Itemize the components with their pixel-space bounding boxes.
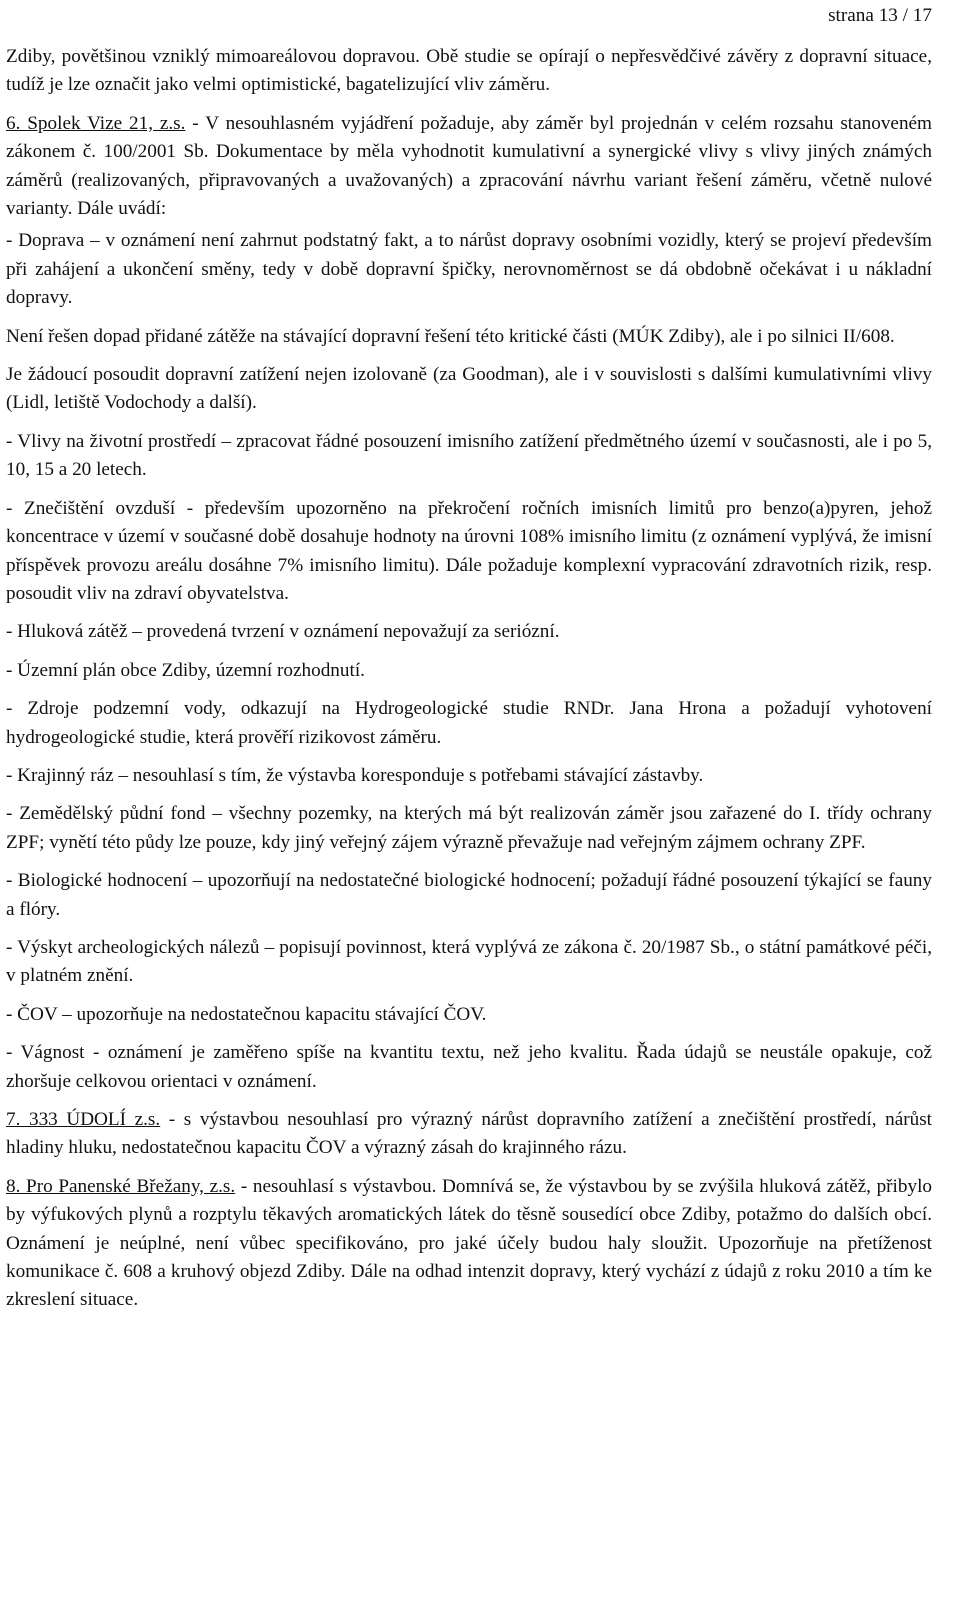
paragraph-text: - s výstavbou nesouhlasí pro výrazný nárůst dopravního zatížení a znečištění prostředí, nárůst hladiny hluku, nedostatečnou kapacitu ČOV a výrazný zásah do krajinného rázu. [6, 1109, 933, 1159]
paragraph: Není řešen dopad přidané zátěže na stávající dopravní řešení této kritické části (MÚK Zdiby), ale i po silnici II/608. [6, 325, 895, 347]
section-heading: 7. 333 ÚDOLÍ z.s. [6, 1109, 161, 1130]
paragraph: - Krajinný ráz – nesouhlasí s tím, že výstavba koresponduje s potřebami stávající zástavby. [6, 764, 704, 786]
paragraph: - Výskyt archeologických nálezů – popisují povinnost, která vyplývá ze zákona č. 20/1987 Sb., o státní památkové péči, v platném znění. [6, 936, 932, 987]
paragraph [6, 1106, 932, 1163]
paragraph: - Zdroje podzemní vody, odkazují na Hydrogeologické studie RNDr. Jana Hrona a požadují vyhotovení hydrogeologické studie, která prověří rizikovost záměru. [6, 698, 932, 748]
paragraph [6, 110, 932, 224]
paragraph-text: - V nesouhlasném vyjádření požaduje, aby záměr byl projednán v celém rozsahu stanoveném zákonem č. 100/2001 Sb. Dokumentace by měla vyhodnotit kumulativní a synergické vlivy s vlivy jiných známých záměrů (realizovaných, připravovaných a uvažovaných) a zpracování návrhu variant řešení záměru, včetně nulové varianty. Dále uvádí: [6, 112, 932, 220]
section-heading: 6. Spolek Vize 21, z.s. [6, 112, 186, 134]
section-heading: 8. Pro Panenské Břežany, z.s. [6, 1175, 236, 1197]
paragraph: Je žádoucí posoudit dopravní zatížení nejen izolovaně (za Goodman), ale i v souvislosti s dalšími kumulativními vlivy (Lidl, letiště Vodochody a další). [6, 364, 932, 414]
paragraph: - Územní plán obce Zdiby, územní rozhodnutí. [6, 659, 365, 681]
paragraph: - Zemědělský půdní fond – všechny pozemky, na kterých má být realizován záměr jsou zařazené do I. třídy ochrany ZPF; vynětí této půdy lze pouze, kdy jiný veřejný zájem výrazně převažuje nad veřejným zájmem ochrany ZPF. [6, 803, 932, 853]
page-number: strana 13 / 17 [828, 5, 932, 26]
paragraph: - Vágnost - oznámení je zaměřeno spíše na kvantitu textu, než jeho kvalitu. Řada údajů se neustále opakuje, což zhoršuje celkovou orientaci v oznámení. [6, 1042, 932, 1092]
paragraph: - Hluková zátěž – provedená tvrzení v oznámení nepovažují za seriózní. [6, 621, 560, 643]
paragraph: Zdiby, povětšinou vzniklý mimoareálovou dopravou. Obě studie se opírají o nepřesvědčivé závěry z dopravní situace, tudíž je lze označit jako velmi optimistické, bagatelizující vliv záměru. [6, 46, 932, 96]
document-body [6, 43, 932, 1325]
paragraph [6, 1173, 932, 1315]
paragraph: - ČOV – upozorňuje na nedostatečnou kapacitu stávající ČOV. [6, 1003, 487, 1025]
paragraph: - Biologické hodnocení – upozorňují na nedostatečné biologické hodnocení; požadují řádné posouzení týkající se fauny a flóry. [6, 870, 932, 920]
paragraph: - Vlivy na životní prostředí – zpracovat řádné posouzení imisního zatížení předmětného území v současnosti, ale i po 5, 10, 15 a 20 letech. [6, 430, 932, 481]
paragraph: - Doprava – v oznámení není zahrnut podstatný fakt, a to nárůst dopravy osobními vozidly, který se projeví především při zahájení a ukončení směny, tedy v době dopravní špičky, nerovnoměrnost se dá obdobně očekávat i u nákladní dopravy. [6, 230, 932, 309]
paragraph: - Znečištění ovzduší - především upozorněno na překročení ročních imisních limitů pro benzo(a)pyren, jehož koncentrace v území v současné době dosahuje hodnoty na úrovni 108% imisního limitu (z oznámení vyplývá, že imisní příspěvek provozu areálu dosáhne 7% imisního limitu). Dále požaduje komplexní vypracování zdravotních rizik, resp. posoudit vliv na zdraví obyvatelstva. [6, 497, 932, 604]
paragraph-text: - nesouhlasí s výstavbou. Domnívá se, že výstavbou by se zvýšila hluková zátěž, přibylo by výfukových plynů a rozptylu těkavých aromatických látek do těsně sousedící obce Zdiby, potažmo do dalších obcí. Oznámení je neúplné, není vůbec specifikováno, pro jaké účely budou haly sloužit. Upozorňuje na přetíženost komunikace č. 608 a kruhový objezd Zdiby. Dále na odhad intenzit dopravy, který vychází z údajů z roku 2010 a tím ke zkreslení situace. [6, 1175, 932, 1311]
